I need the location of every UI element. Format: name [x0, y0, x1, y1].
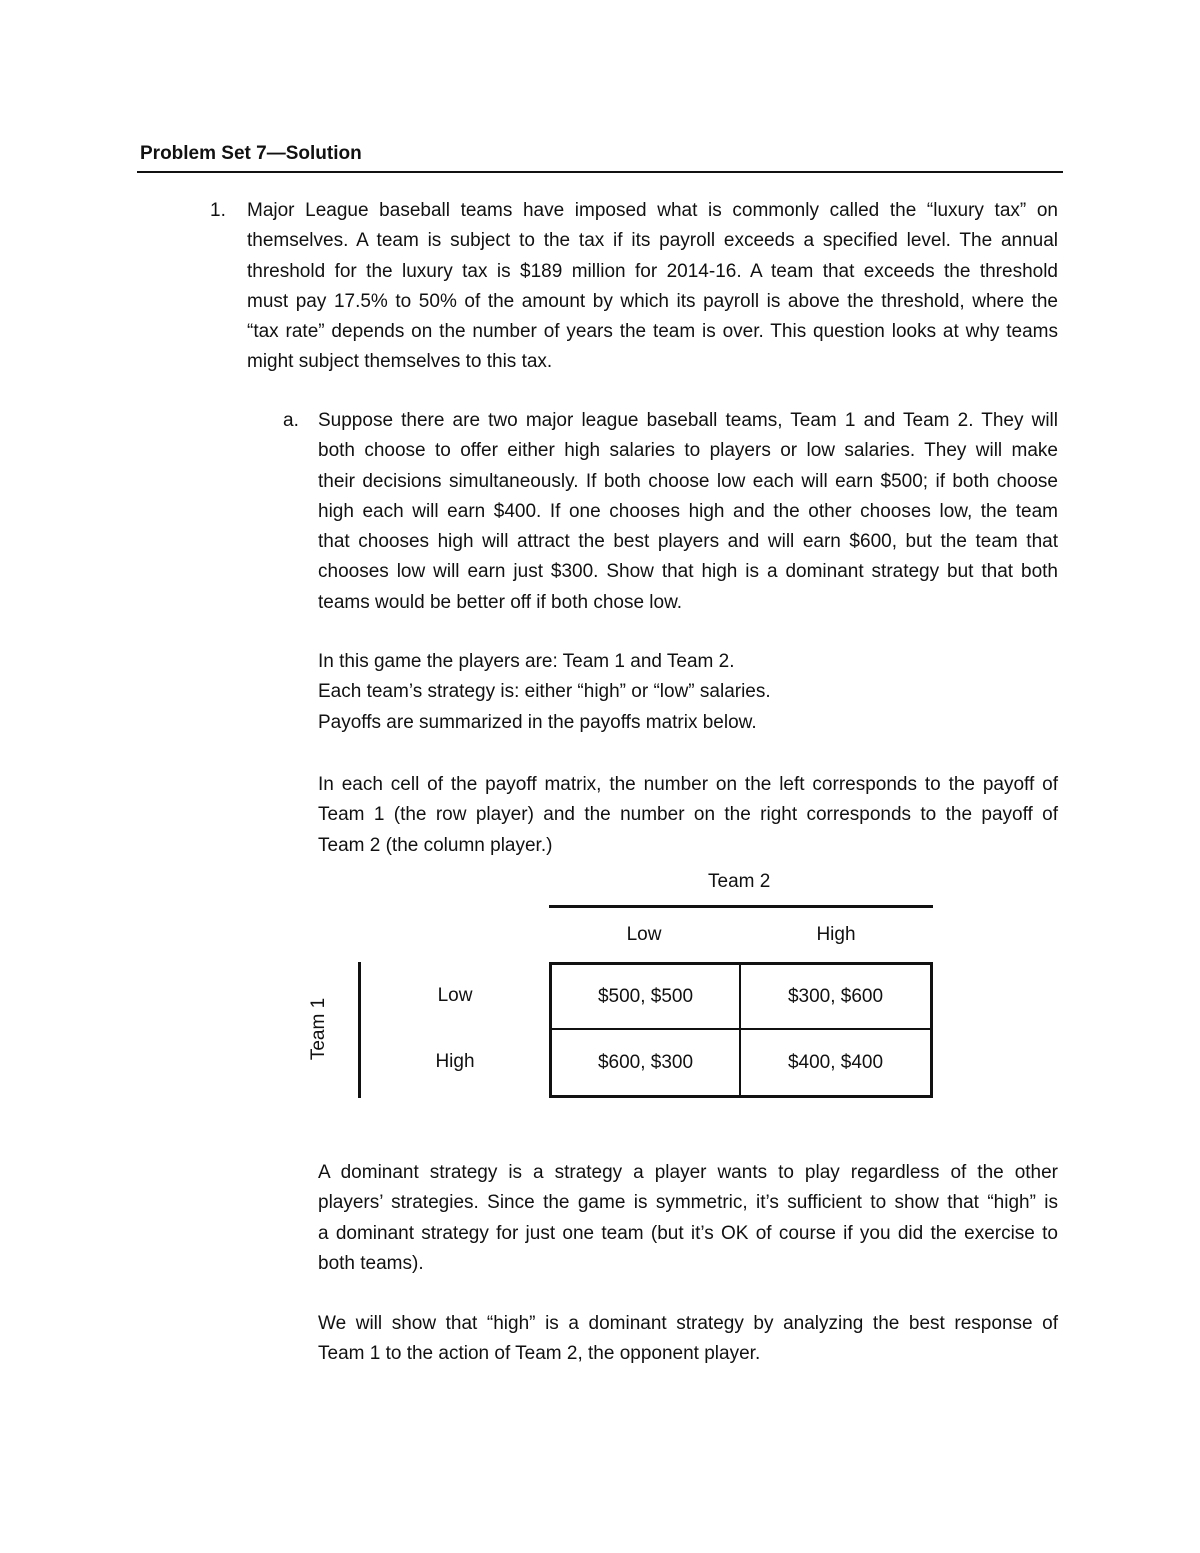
text-line: In each cell of the payoff matrix, the number on the left corresponds to the payoff of — [318, 774, 1058, 795]
text-line: “tax rate” depends on the number of years the team is over. This question looks at why teams — [247, 321, 1058, 343]
text-line: must pay 17.5% to 50% of the amount by which its payroll is above the threshold, where the — [247, 290, 1058, 312]
text-line: both teams). — [318, 1252, 424, 1274]
text-line: a dominant strategy for just one team (but it’s OK of course if you did the exercise to — [318, 1222, 1058, 1244]
matrix-explanation — [318, 770, 1058, 861]
text-line: both choose to offer either high salaries to players or low salaries. They will make — [318, 440, 1058, 462]
text-line: threshold for the luxury tax is $189 million for 2014-16. A team that exceeds the threshold — [247, 260, 1058, 282]
strategy-text: Each team’s strategy is: either “high” or “low” salaries. — [318, 681, 771, 702]
text-line: their decisions simultaneously. If both choose low each will earn $500; if both choose — [318, 470, 1058, 492]
text-line: themselves. A team is subject to the tax if its payroll exceeds a specified level. The annual — [247, 230, 1058, 252]
text-line: teams would be better off if both chose low. — [318, 591, 683, 613]
row-player-label: Team 1 — [308, 997, 329, 1061]
problem-1-text — [247, 196, 1058, 378]
problem-number: 1. — [210, 200, 226, 221]
text-line: Suppose there are two major league baseball teams, Team 1 and Team 2. They will — [318, 410, 1058, 431]
best-response-text — [318, 1309, 1058, 1370]
text-line: might subject themselves to this tax. — [247, 351, 553, 373]
text-line: Team 1 (the row player) and the number on the right corresponds to the payoff of — [318, 804, 1058, 826]
dominant-strategy-text — [318, 1158, 1058, 1279]
payoffs-text: Payoffs are summarized in the payoffs matrix below. — [318, 712, 757, 733]
row-player-rule — [358, 962, 361, 1098]
page-title: Problem Set 7—Solution — [140, 143, 362, 164]
text-line: high each will earn $400. If one chooses high and the other chooses low, the team — [318, 500, 1058, 522]
text-line: Team 1 to the action of Team 2, the opponent player. — [318, 1343, 761, 1365]
row-label-high: High — [435, 1051, 475, 1072]
column-player-rule — [549, 905, 933, 908]
text-line: Major League baseball teams have imposed what is commonly called the “luxury tax” on — [247, 200, 1058, 221]
part-a-text — [318, 406, 1058, 618]
column-label-high: High — [816, 924, 856, 945]
column-player-label: Team 2 — [708, 871, 771, 892]
payoff-cell-low-low: $500, $500 — [552, 965, 741, 1030]
text-line: A dominant strategy is a strategy a player wants to play regardless of the other — [318, 1162, 1058, 1183]
text-line: chooses low will earn just $300. Show that high is a dominant strategy but that both — [318, 561, 1058, 583]
part-letter: a. — [283, 410, 299, 431]
payoff-cell-high-low: $600, $300 — [552, 1030, 741, 1095]
column-label-low: Low — [626, 924, 662, 945]
row-label-low: Low — [437, 985, 473, 1006]
players-text: In this game the players are: Team 1 and Team 2. — [318, 651, 735, 672]
text-line: Team 2 (the column player.) — [318, 834, 553, 856]
payoff-cell-high-high: $400, $400 — [787, 1051, 884, 1073]
text-line: players’ strategies. Since the game is symmetric, it’s sufficient to show that “high” is — [318, 1192, 1058, 1214]
title-divider — [137, 171, 1063, 173]
text-line: that chooses high will attract the best players and will earn $600, but the team that — [318, 531, 1058, 553]
text-line: We will show that “high” is a dominant strategy by analyzing the best response of — [318, 1313, 1058, 1334]
payoff-cell-low-high: $300, $600 — [741, 965, 930, 1030]
payoff-matrix — [549, 962, 933, 1098]
